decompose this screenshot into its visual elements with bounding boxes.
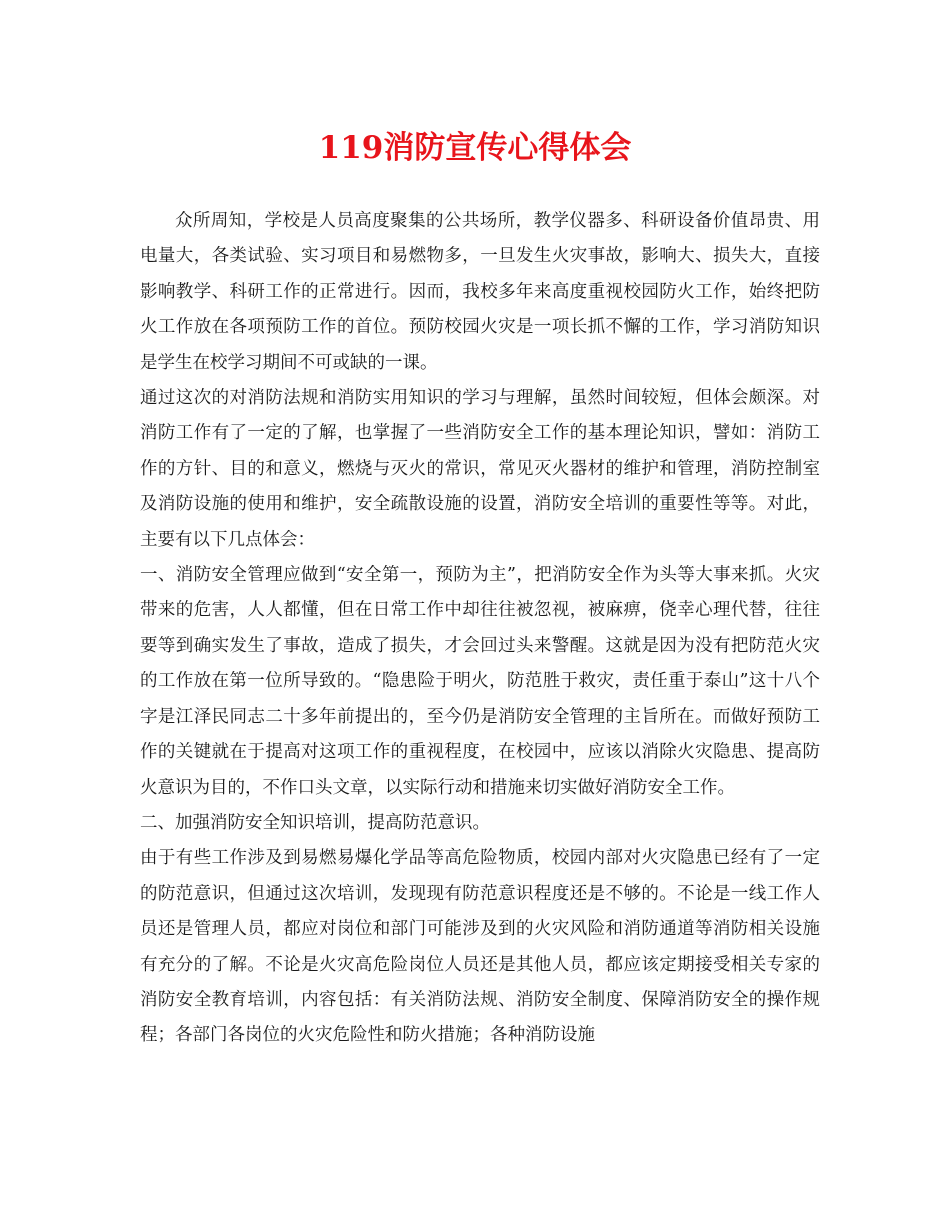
paragraph-point-two-body: 由于有些工作涉及到易燃易爆化学品等高危险物质，校园内部对火灾隐患已经有了一定的防范意识，但通过这次培训，发现现有防范意识程度还是不够的。不论是一线工作人员还是管理人员，都应对岗位和部门可能涉及到的火灾风险和消防通道等消防相关设施有充分的了解。不论是火灾高危险岗位人员还是其他人员，都应该定期接受相关专家的消防安全教育培训，内容包括：有关消防法规、消防安全制度、保障消防安全的操作规程；各部门各岗位的火灾危险性和防火措施；各种消防设施 xyxy=(140,848,820,1046)
paragraph-point-one: 一、消防安全管理应做到“安全第一，预防为主”，把消防安全作为头等大事来抓。火灾带来的危害，人人都懂，但在日常工作中却往往被忽视，被麻痹，侥幸心理代替，往往要等到确实发生了事故，造成了损失，才会回过头来警醒。这就是因为没有把防范火灾的工作放在第一位所导致的。“隐患险于明火，防范胜于救灾，责任重于泰山”这十八个字是江泽民同志二十多年前提出的，至今仍是消防安全管理的主旨所在。而做好预防工作的关键就在于提高对这项工作的重视程度，在校园中，应该以消除火灾隐患、提高防火意识为目的，不作口头文章，以实际行动和措施来切实做好消防安全工作。 xyxy=(140,565,820,798)
paragraph-point-two-heading: 二、加强消防安全知识培训，提高防范意识。 xyxy=(140,812,490,833)
paragraph-study-summary: 通过这次的对消防法规和消防实用知识的学习与理解，虽然时间较短，但体会颇深。对消防工作有了一定的了解，也掌握了一些消防安全工作的基本理论知识，譬如：消防工作的方针、目的和意义，燃烧与灭火的常识，常见灭火器材的维护和管理，消防控制室及消防设施的使用和维护，安全疏散设施的设置，消防安全培训的重要性等等。对此，主要有以下几点体会： xyxy=(140,388,820,550)
document-body xyxy=(140,204,820,1054)
paragraph-intro: 众所周知，学校是人员高度聚集的公共场所，教学仪器多、科研设备价值昂贵、用电量大，各类试验、实习项目和易燃物多，一旦发生火灾事故，影响大、损失大，直接影响教学、科研工作的正常进行。因而，我校多年来高度重视校园防火工作，始终把防火工作放在各项预防工作的首位。预防校园火灾是一项长抓不懈的工作，学习消防知识是学生在校学习期间不可或缺的一课。 xyxy=(140,211,820,373)
page-title: 119消防宣传心得体会 xyxy=(318,130,632,166)
